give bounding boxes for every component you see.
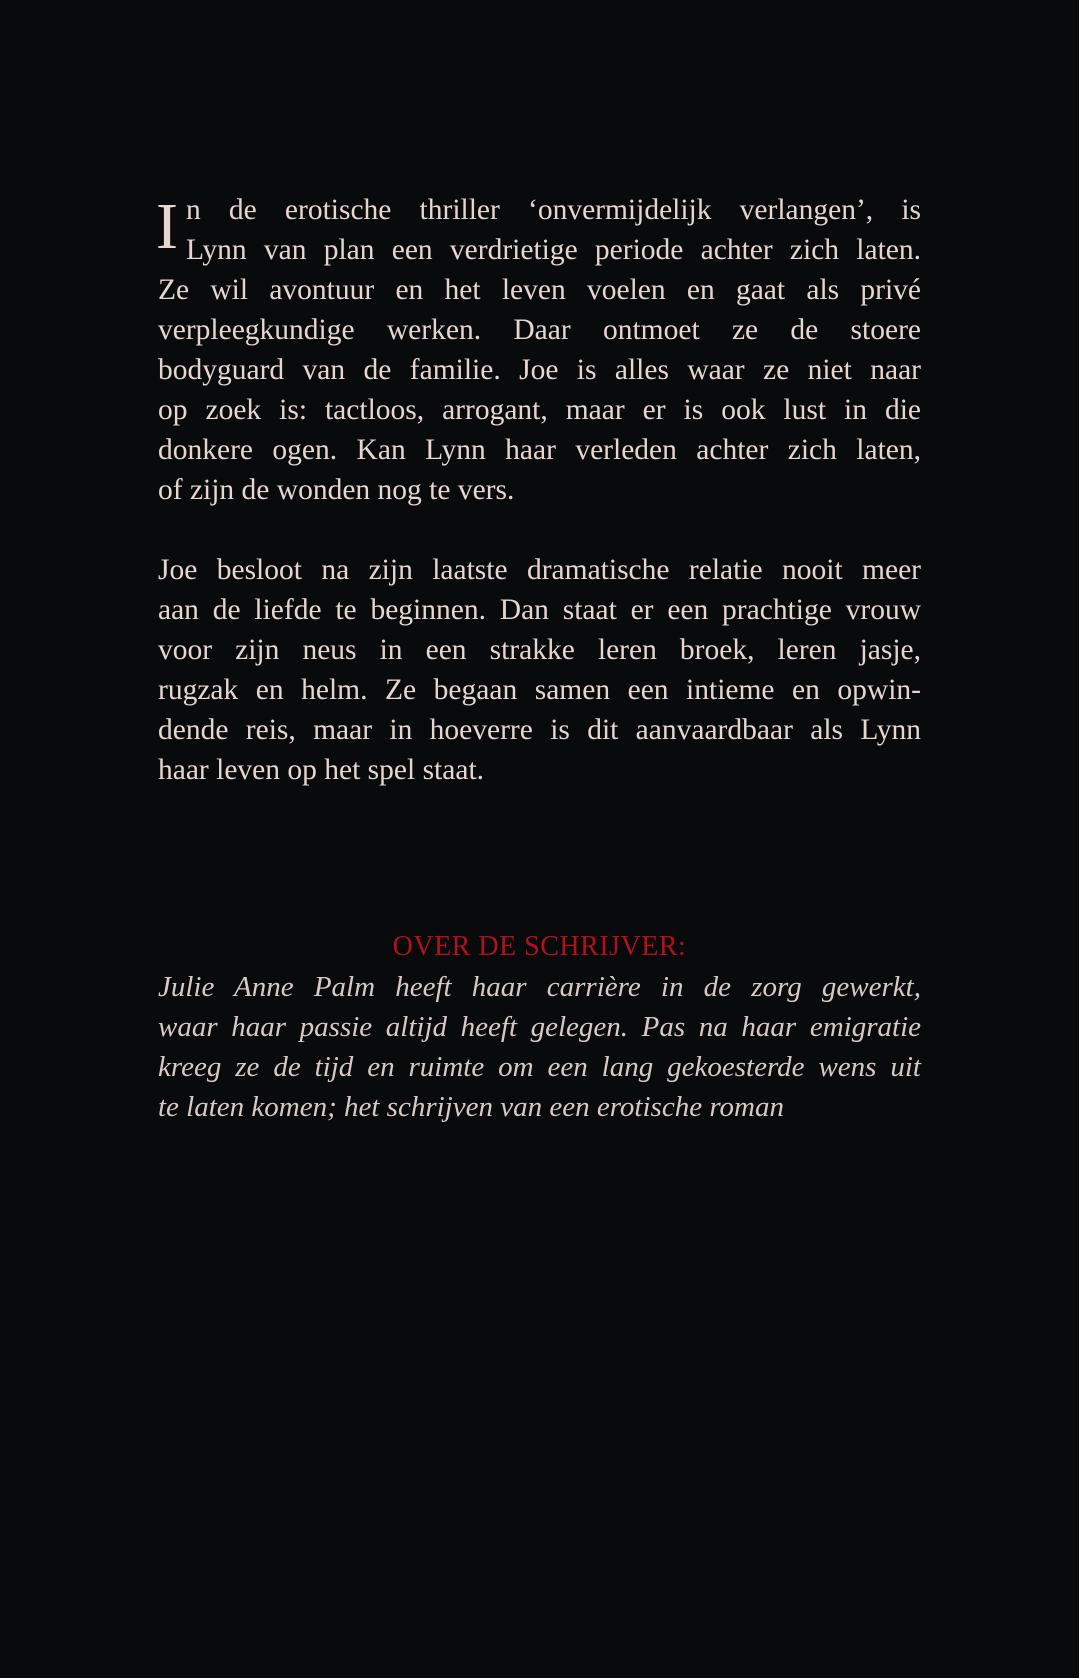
author-bio-line: kreeg ze de tijd en ruimte om een lang gekoesterde wens uit <box>158 1051 921 1083</box>
blurb-line: verpleegkundige werken. Daar ontmoet ze de stoere <box>158 314 921 346</box>
blurb-paragraph-1 <box>158 190 921 510</box>
blurb-line: haar leven op het spel staat. <box>158 754 485 786</box>
blurb-line: aan de liefde te beginnen. Dan staat er een prachtige vrouw <box>158 594 921 626</box>
blurb-line: op zoek is: tactloos, arrogant, maar er is ook lust in die <box>158 394 921 426</box>
author-heading: OVER DE SCHRIJVER: <box>392 931 687 962</box>
blurb-line: Lynn van plan een verdrietige periode achter zich laten. <box>186 234 921 266</box>
blurb-line: Ze wil avontuur en het leven voelen en gaat als privé <box>158 274 921 306</box>
blurb-line: rugzak en helm. Ze begaan samen een intieme en opwin- <box>158 674 921 706</box>
author-bio-line: waar haar passie altijd heeft gelegen. Pas na haar emigratie <box>158 1011 921 1043</box>
drop-cap: I <box>156 190 178 263</box>
blurb-line: of zijn de wonden nog te vers. <box>158 474 515 506</box>
blurb-line: Joe besloot na zijn laatste dramatische relatie nooit meer <box>158 554 921 586</box>
blurb-paragraph-2 <box>158 550 921 790</box>
blurb-line: voor zijn neus in een strakke leren broek, leren jasje, <box>158 634 921 666</box>
author-bio <box>158 967 921 1127</box>
blurb-line: bodyguard van de familie. Joe is alles waar ze niet naar <box>158 354 921 386</box>
author-bio-line: Julie Anne Palm heeft haar carrière in de zorg gewerkt, <box>158 971 921 1003</box>
blurb-line-text: n de erotische thriller ‘onvermijdelijk verlangen’, is <box>186 194 921 226</box>
blurb-line: dende reis, maar in hoeverre is dit aanvaardbaar als Lynn <box>158 714 921 746</box>
author-bio-line: te laten komen; het schrijven van een erotische roman <box>158 1091 784 1123</box>
blurb-line: donkere ogen. Kan Lynn haar verleden achter zich laten, <box>158 434 921 466</box>
